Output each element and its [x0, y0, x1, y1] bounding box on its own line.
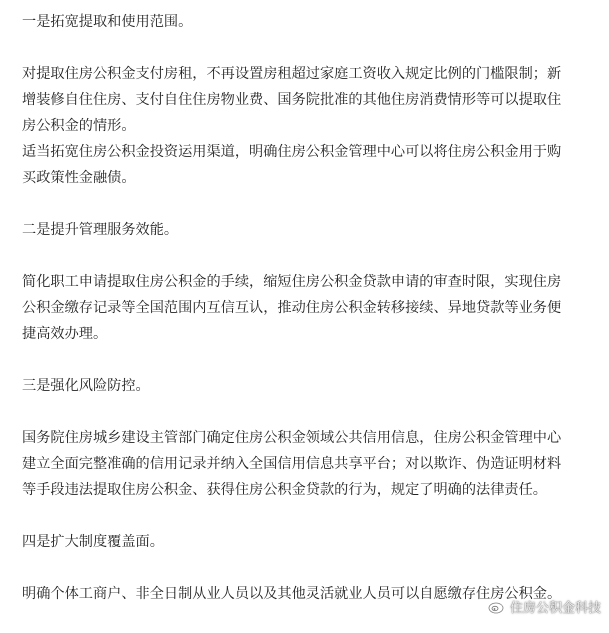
paragraph-line: 简化职工申请提取住房公积金的手续，缩短住房公积金贷款申请的审查时限，实现住房 [22, 274, 562, 290]
paragraph-line: 捷高效办理。 [22, 326, 108, 342]
section-heading-2: 二是提升管理服务效能。 [22, 222, 179, 238]
weibo-icon [488, 599, 506, 614]
paragraph-service-efficiency [22, 269, 602, 347]
paragraph-line: 适当拓宽住房公积金投资运用渠道，明确住房公积金管理中心可以将住房公积金用于购 [22, 144, 562, 160]
watermark-text: 住房公积金科技 [509, 601, 601, 616]
paragraph-extraction-scope [22, 61, 602, 139]
paragraph-line: 国务院住房城乡建设主管部门确定住房公积金领域公共信用信息，住房公积金管理中心 [22, 430, 562, 446]
paragraph-line: 对提取住房公积金支付房租，不再设置房租超过家庭工资收入规定比例的门槛限制；新 [22, 66, 562, 82]
section-heading-4: 四是扩大制度覆盖面。 [22, 534, 164, 550]
paragraph-line: 建立全面完整准确的信用记录并纳入全国信用信息共享平台；对以欺诈、伪造证明材料 [22, 456, 562, 472]
paragraph-line: 增装修自住住房、支付自住住房物业费、国务院批准的其他住房消费情形等可以提取住 [22, 92, 562, 108]
source-watermark [488, 597, 601, 616]
paragraph-line: 买政策性金融债。 [22, 170, 136, 186]
section-heading-3: 三是强化风险防控。 [22, 378, 150, 394]
paragraph-risk-control [22, 425, 602, 503]
paragraph-line: 房公积金的情形。 [22, 118, 136, 134]
paragraph-line: 公积金缴存记录等全国范围内互信互认，推动住房公积金转移接续、异地贷款等业务便 [22, 300, 562, 316]
paragraph-line: 明确个体工商户、非全日制从业人员以及其他灵活就业人员可以自愿缴存住房公积金。 [22, 586, 562, 602]
paragraph-line: 等手段违法提取住房公积金、获得住房公积金贷款的行为，规定了明确的法律责任。 [22, 482, 547, 498]
section-heading-1: 一是拓宽提取和使用范围。 [22, 14, 193, 30]
paragraph-investment-channels [22, 139, 602, 191]
article [22, 9, 602, 633]
